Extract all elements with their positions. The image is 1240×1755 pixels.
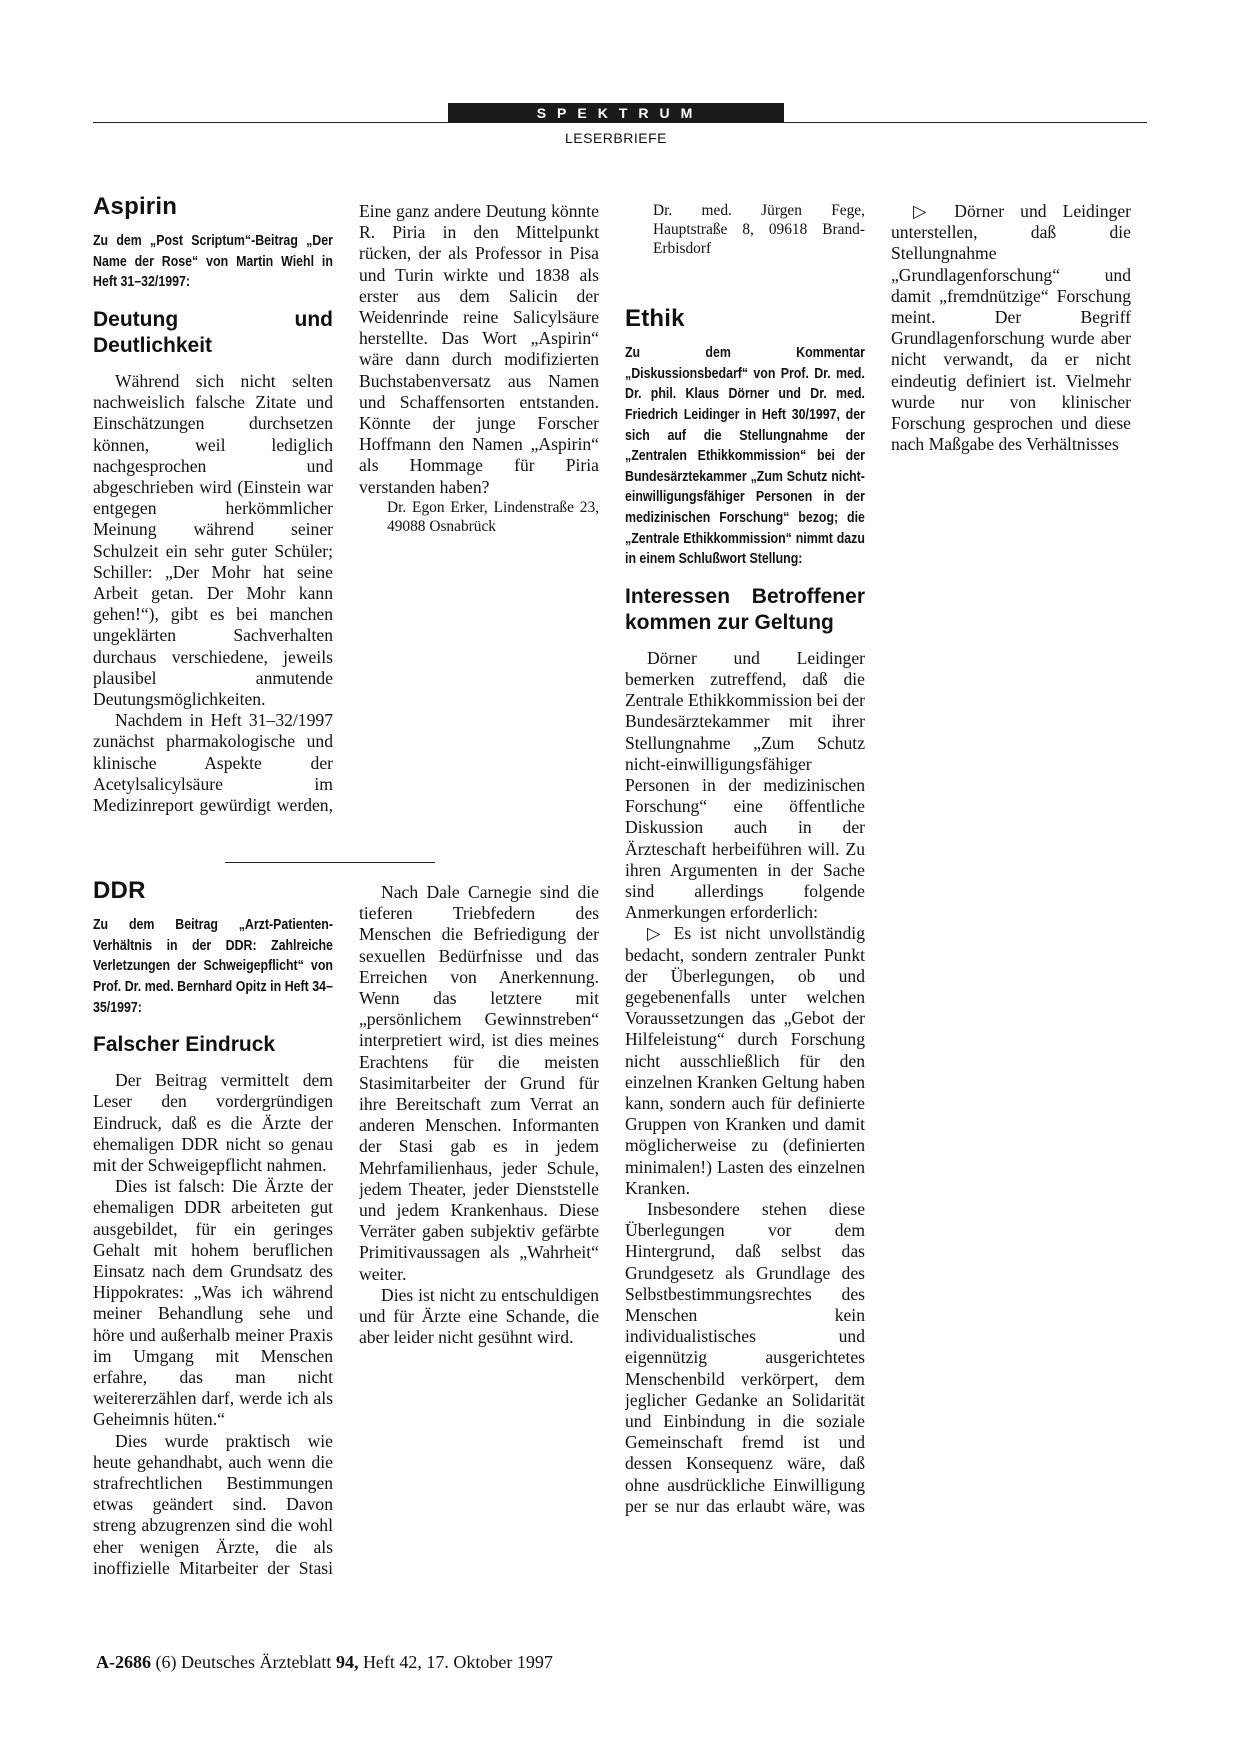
ethik-letter-col3: [625, 201, 865, 1518]
ddr-paragraph-5: Dies ist nicht zu entschuldigen und für Ärzte eine Schande, die aber leider nicht gesühnt wird.: [359, 1284, 599, 1348]
ddr-letter-col1: [93, 877, 333, 1580]
aspirin-keyword: Aspirin: [93, 193, 178, 220]
aspirin-text-part2: [359, 201, 599, 797]
ddr-intro: Zu dem Beitrag „Arzt-Patienten-Verhältnis in der DDR: Zahlreiche Verletzungen der Schweigepflicht“ von Prof. Dr. med. Bernhard Opitz in Heft 34–35/1997:: [93, 917, 333, 1016]
issue-date: Heft 42, 17. Oktober 1997: [362, 1652, 553, 1672]
column-divider: [225, 862, 435, 863]
volume-number: 94,: [335, 1652, 359, 1672]
ddr-text: [93, 1070, 333, 1580]
aspirin-paragraph-1: Während sich nicht selten nachweislich falsche Zitate und Einschätzungen durchsetzen können, weil lediglich nachgesprochen und abgeschrieben wird (Einstein war entgegen herkömmlicher Meinung während seiner Schulzeit ein sehr guter Schüler; Schiller: „Der Mohr hat seine Arbeit getan. Der Mohr kann gehen!“), gibt es bei manchen ungeklärten Sachverhalten durchaus verschiedene, jeweils plausibel anmutende Deutungsmöglichkeiten.: [93, 370, 333, 710]
ddr-text-part2: [359, 882, 599, 1597]
aspirin-headline: Deutung und Deutlichkeit: [93, 307, 333, 357]
ethik-text-part1: [625, 648, 865, 1518]
aspirin-letter-col2: [359, 201, 599, 797]
ddr-paragraph-2: Dies ist falsch: Die Ärzte der ehemaligen DDR arbeiteten gut ausgebildet, für ein geringes Gehalt mit hohem beruflichen Einsatz nach dem Grundsatz des Hippokrates: „Was ich während meiner Behandlung sehe und höre und außerhalb meiner Praxis im Umgang mit Menschen erfahre, das man nicht weitererzählen darf, werde ich als Geheimnis hüten.“: [93, 1176, 333, 1430]
issue-prefix: (6) Deutsches Ärzteblatt: [155, 1652, 332, 1672]
page-number: A-2686: [96, 1652, 151, 1672]
ethik-intro: Zu dem Kommentar „Diskussionsbedarf“ von Prof. Dr. med. Dr. phil. Klaus Dörner und Dr. med. Friedrich Leidinger in Heft 30/1997, der sich auf die Stellungnahme der „Zentralen Ethikkommission“ bei der Bundesärztekammer „Zum Schutz nicht-einwilligungsfähiger Personen in der medizinischen Forschung“ bezog; die „Zentrale Ethikkommission“ nimmt dazu in einem Schlußwort Stellung:: [625, 345, 865, 568]
aspirin-intro: Zu dem „Post Scriptum“-Beitrag „Der Name der Rose“ von Martin Wiehl in Heft 31–32/1997:: [93, 233, 333, 291]
ethik-paragraph-1: Dörner und Leidinger bemerken zutreffend, daß die Zentrale Ethikkommission bei der Bundesärztekammer mit ihrer Stellungnahme „Zum Schutz nicht-einwilligungsfähiger Personen in der medizinischen Forschung“ eine öffentliche Diskussion auch in der Ärzteschaft herbeiführen will. Zu ihren Argumenten in der Sache sind allerdings folgende Anmerkungen erforderlich:: [625, 647, 865, 923]
aspirin-text-part1: [93, 371, 333, 816]
ddr-paragraph-4: Nach Dale Carnegie sind die tieferen Triebfedern des Menschen die Befriedigung der sexuellen Bedürfnisse und das Erreichen von Anerkennung. Wenn das letztere mit „persönlichem Gewinnstreben“ interpretiert wird, ist dies meines Erachtens für die meisten Stasimitarbeiter der Grund für ihre Bereitschaft zum Verrat an anderen Menschen. Informanten der Stasi gab es in jedem Mehrfamilienhaus, jeder Schule, jedem Theater, jeder Dienststelle und jedem Krankenhaus. Diese Verräter gaben subjektiv gefärbte Primitivaussagen als „Wahrheit“ weiter.: [359, 882, 599, 1284]
section-rubric: SPEKTRUM: [448, 103, 784, 123]
ethik-paragraph-2: ▷ Es ist nicht unvollständig bedacht, sondern zentraler Punkt der Überlegungen, ob und gegebenenfalls unter welchen Voraussetzungen das „Gebot der Hilfeleistung“ durch Forschung nicht ausschließlich für den einzelnen Kranken Geltung haben kann, sondern auch für definierte Gruppen von Kranken und damit möglicherweise zu (definierten minimalen!) Lasten des einzelnen Kranken.: [625, 923, 865, 1198]
ddr-paragraph-1: Der Beitrag vermittelt dem Leser den vordergründigen Eindruck, daß es die Ärzte der ehemaligen DDR nicht so genau mit der Schweigepflicht nahmen.: [93, 1070, 333, 1175]
ethik-letter-col4: [891, 201, 1131, 1598]
ddr-signature: Dr. med. Jürgen Fege, Hauptstraße 8, 09618 Brand-Erbisdorf: [653, 202, 865, 257]
page-footer: [96, 1652, 553, 1673]
aspirin-letter-col1: [93, 193, 333, 816]
ethik-text-part2: [891, 201, 1131, 1598]
section-subrubric: LESERBRIEFE: [565, 130, 667, 146]
ddr-headline: Falscher Eindruck: [93, 1033, 276, 1057]
ddr-letter-col2: [359, 882, 599, 1597]
ddr-paragraph-3: Dies wurde praktisch wie heute gehandhabt, auch wenn die strafrechtlichen Bestimmungen etwas geändert sind. Davon streng abzugrenzen sind die wohl eher wenigen Ärzte, die als inoffizielle Mitarbeiter der Stasi: [93, 1430, 333, 1578]
ethik-paragraph-4: ▷ Dörner und Leidinger unterstellen, daß die Stellungnahme „Grundlagenforschung“ und damit „fremdnützige“ Forschung meint. Der Begriff Grundlagenforschung wurde aber nicht verwandt, da er nicht eindeutig definiert ist. Vielmehr wurde nur von klinischer Forschung gesprochen und diese nach Maßgabe des Verhältnisses: [891, 201, 1131, 455]
ethik-paragraph-3: Insbesondere stehen diese Überlegungen vor dem Hintergrund, daß selbst das Grundgesetz als Grundlage des Selbstbestimmungsrechtes des Menschen kein individualistisches und eigennützig ausgerichtetes Menschenbild verkörpert, dem jeglicher Gedanke an Solidarität und Einbindung in die soziale Gemeinschaft fremd ist und dessen Konsequenz wäre, daß ohne ausdrückliche Einwilligung per se nur das erlaubt wäre, was: [625, 1199, 865, 1516]
aspirin-signature: Dr. Egon Erker, Lindenstraße 23, 49088 Osnabrück: [387, 498, 599, 535]
ddr-keyword: DDR: [93, 877, 146, 904]
ethik-keyword: Ethik: [625, 305, 685, 332]
aspirin-paragraph-2: Nachdem in Heft 31–32/1997 zunächst pharmakologische und klinische Aspekte der Acetylsalicylsäure im Medizinreport gewürdigt werden,: [93, 710, 333, 816]
ethik-headline: Interessen Betroffener kommen zur Geltung: [625, 584, 865, 634]
aspirin-paragraph-3: Eine ganz andere Deutung könnte R. Piria in den Mittelpunkt rücken, der als Professor in Pisa und Turin wirkte und 1838 als erster aus dem Salicin der Weidenrinde reine Salicylsäure herstellte. Das Wort „Aspirin“ wäre dann durch modifizierten Buchstabenversatz aus Namen und Schaffensorten entstanden. Könnte der junge Forscher Hoffmann den Namen „Aspirin“ als Hommage für Piria verstanden haben?: [359, 201, 599, 497]
